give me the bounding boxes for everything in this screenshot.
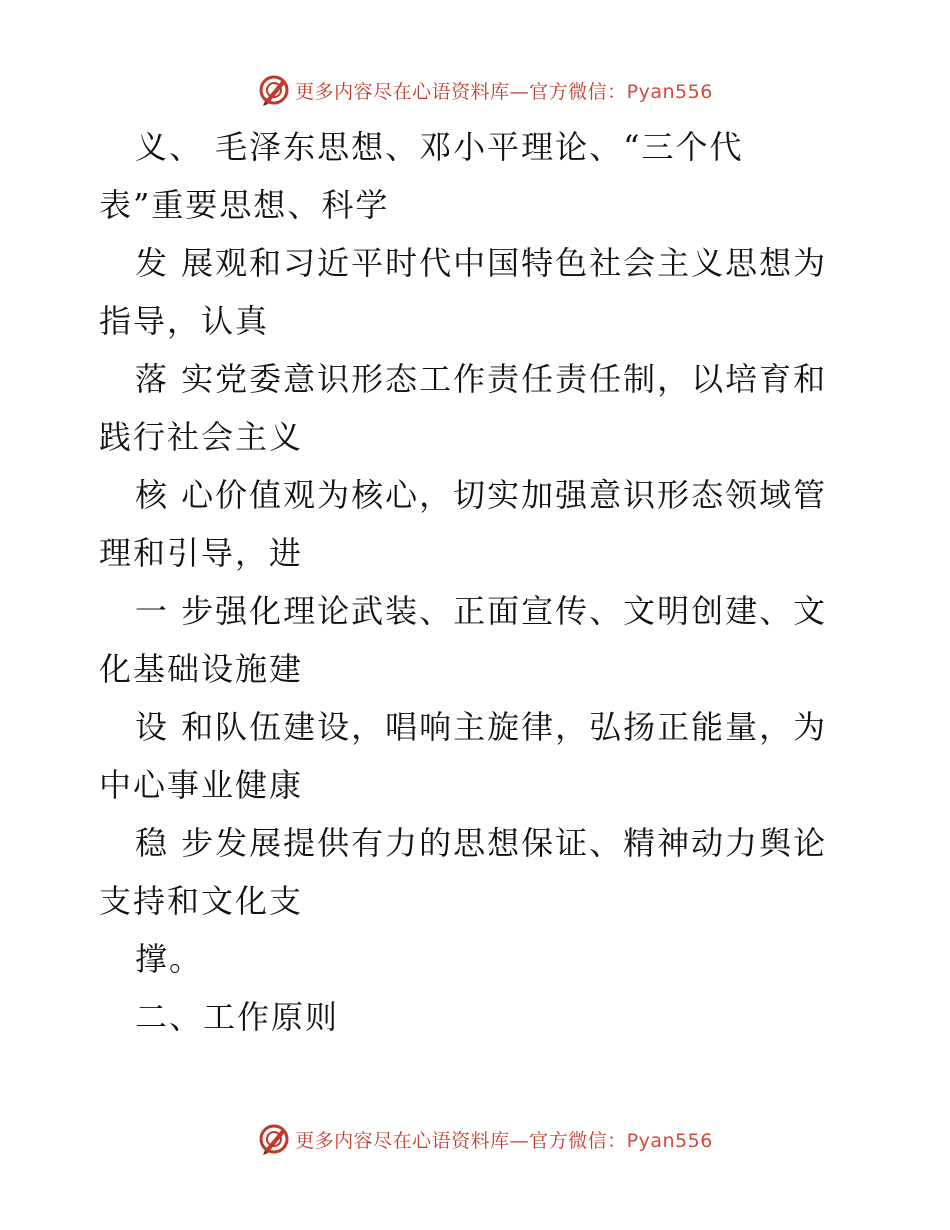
text-line: 二、工作原则 [135, 998, 340, 1036]
text-line: 指导，认真 [99, 302, 270, 340]
text-line: 设 和队伍建设，唱响主旋律，弘扬正能量，为 [135, 708, 828, 746]
text-line: 表”重要思想、科学 [99, 186, 390, 224]
document-body [99, 118, 859, 1046]
watermark-text: 更多内容尽在心语资料库—官方微信：Pyan556 [295, 80, 713, 103]
text-line: 稳 步发展提供有力的思想保证、精神动力舆论 [135, 824, 828, 862]
watermark-text: 更多内容尽在心语资料库—官方微信：Pyan556 [295, 1129, 713, 1152]
text-line: 撑。 [135, 940, 204, 978]
text-line: 发 展观和习近平时代中国特色社会主义思想为 [135, 244, 828, 282]
pen-logo-icon [257, 73, 291, 107]
watermark-group [257, 1122, 713, 1156]
text-line: 义、 毛泽东思想、邓小平理论、“三个代 [135, 128, 744, 166]
text-line: 理和引导，进 [99, 534, 304, 572]
pen-logo-icon [257, 1122, 291, 1156]
text-line: 支持和文化支 [99, 882, 304, 920]
text-line: 化基础设施建 [99, 650, 304, 688]
watermark-group [257, 73, 713, 107]
text-line: 落 实党委意识形态工作责任责任制，以培育和 [135, 360, 828, 398]
footer-watermark [0, 1119, 950, 1159]
text-line: 中心事业健康 [99, 766, 304, 804]
text-line: 核 心价值观为核心，切实加强意识形态领域管 [135, 476, 828, 514]
text-line: 一 步强化理论武装、正面宣传、文明创建、文 [135, 592, 828, 630]
text-line: 践行社会主义 [99, 418, 304, 456]
header-watermark [0, 70, 950, 110]
